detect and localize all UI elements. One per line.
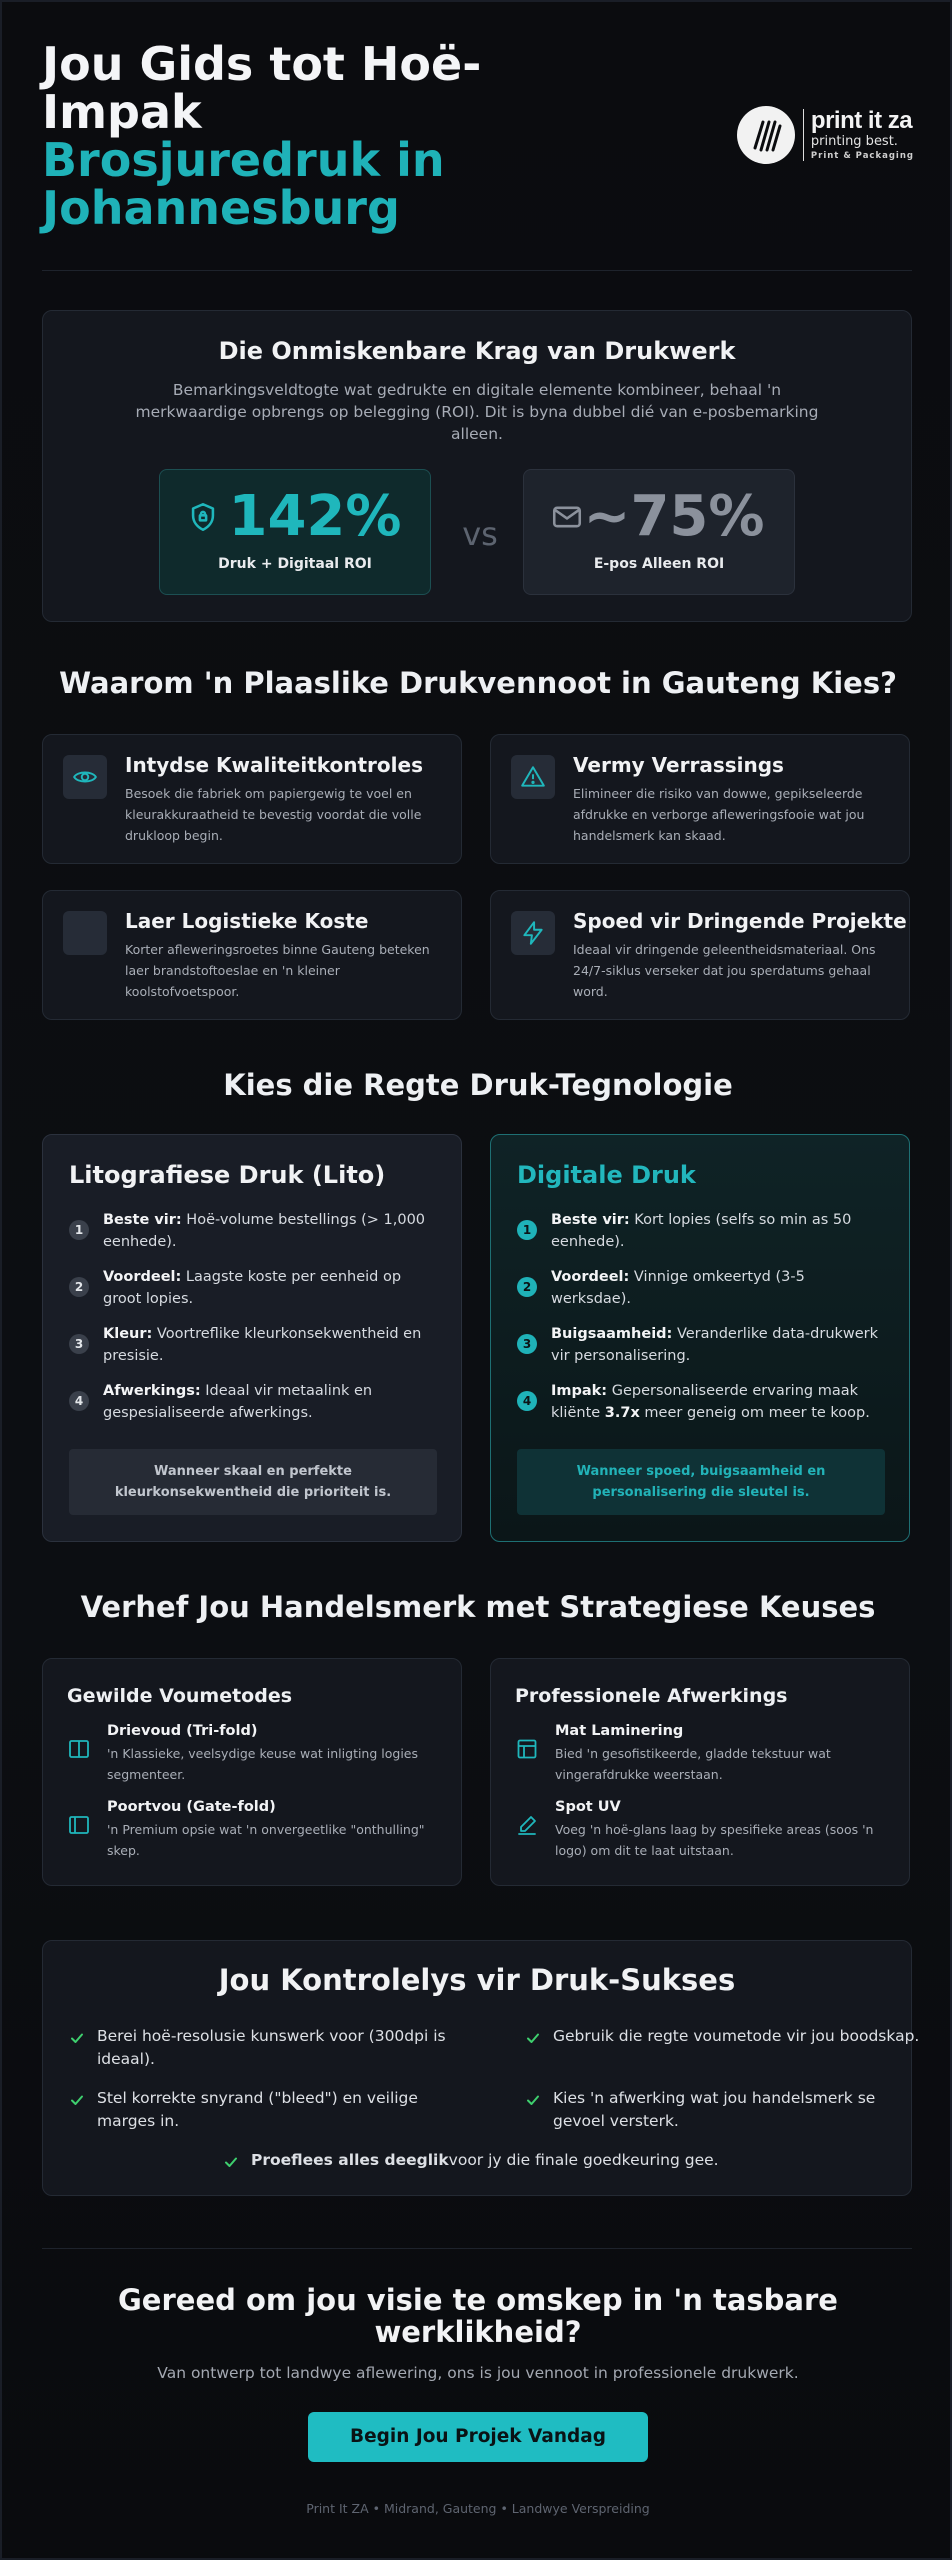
checklist-item	[223, 2149, 743, 2172]
warning-icon	[511, 755, 555, 799]
tech-card-digital	[490, 1134, 910, 1542]
item-text: Laagste koste per eenheid op groot lopies.	[103, 1269, 402, 1307]
checklist-text: Berei hoë-resolusie kunswerk voor (300dpi is ideaal).	[97, 2027, 446, 2068]
stat-email-value: ~75%	[583, 484, 765, 549]
check-icon	[69, 2092, 85, 2108]
list-item	[517, 1380, 887, 1437]
item-text: Gepersonaliseerde ervaring maak kliënte	[551, 1383, 859, 1421]
checklist-item	[69, 2087, 469, 2133]
stat-print-digital	[159, 469, 431, 595]
title-line-1: Jou Gids tot Hoë-Impak	[42, 37, 482, 139]
stat-print-digital-label: Druk + Digitaal ROI	[218, 556, 372, 572]
item-text: meer geneig om meer te koop.	[639, 1405, 870, 1421]
brand-logo[interactable]	[737, 106, 914, 164]
folds-title: Gewilde Voumetodes	[67, 1685, 293, 1707]
list-item	[69, 1323, 439, 1380]
checklist-item	[69, 2025, 469, 2071]
logo-mark-icon	[737, 106, 795, 164]
number-badge: 3	[517, 1334, 537, 1354]
item-highlight: 3.7x	[604, 1405, 640, 1421]
checklist-card	[42, 1940, 920, 2196]
check-icon	[525, 2092, 541, 2108]
item-label: Impak:	[551, 1383, 608, 1399]
logo-tagline: printing best.	[810, 134, 898, 149]
item-label: Voordeel:	[103, 1269, 182, 1285]
number-badge: 1	[517, 1220, 537, 1240]
checklist-text: Gebruik die regte voumetode vir jou boodskap.	[553, 2027, 920, 2045]
why-card-title: Intydse Kwaliteitkontroles	[125, 753, 423, 777]
list-item	[69, 1266, 439, 1323]
list-item	[517, 1266, 887, 1323]
tech-digital-title: Digitale Druk	[517, 1161, 696, 1189]
gatefold-icon	[67, 1813, 91, 1837]
list-item	[517, 1209, 887, 1266]
brush-icon	[515, 1813, 539, 1837]
stat-print-digital-value: 142%	[228, 484, 402, 549]
finish-name: Spot UV	[555, 1799, 621, 1815]
item-text: Voortreflike kleurkonsekwentheid en presisie.	[103, 1326, 422, 1364]
checklist-text: voor jy die finale goedkeuring gee.	[448, 2151, 719, 2169]
tech-digital-list	[517, 1209, 887, 1437]
trifold-icon	[67, 1737, 91, 1761]
finish-desc: Voeg 'n hoë-glans laag by spesifieke areas (soos 'n logo) om dit te laat uitstaan.	[555, 1822, 874, 1858]
checklist-bold: Proeflees alles deeglik	[251, 2151, 449, 2169]
item-label: Beste vir:	[551, 1212, 630, 1228]
tech-litho-title: Litografiese Druk (Lito)	[69, 1161, 386, 1189]
vs-label: vs	[462, 515, 498, 553]
tech-litho-list	[69, 1209, 439, 1437]
number-badge: 1	[69, 1220, 89, 1240]
fold-name: Drievoud (Tri-fold)	[107, 1723, 258, 1739]
logo-subtitle: Print & Packaging	[810, 151, 914, 161]
folds-card	[42, 1658, 462, 1886]
list-item	[517, 1323, 887, 1380]
eye-icon	[63, 755, 107, 799]
finishes-title: Professionele Afwerkings	[515, 1685, 788, 1707]
item-label: Kleur:	[103, 1326, 153, 1342]
why-title: Waarom 'n Plaaslike Drukvennoot in Gauteng Kies?	[59, 666, 897, 700]
number-badge: 2	[69, 1277, 89, 1297]
item-label: Beste vir:	[103, 1212, 182, 1228]
item-text: Ideaal vir metaalink en gespesialiseerde afwerkings.	[103, 1383, 373, 1421]
layout-icon	[515, 1737, 539, 1761]
strategic-title: Verhef Jou Handelsmerk met Strategiese Keuses	[80, 1590, 876, 1624]
number-badge: 4	[69, 1391, 89, 1411]
fold-name: Poortvou (Gate-fold)	[107, 1799, 276, 1815]
checklist-text: Stel korrekte snyrand ("bleed") en veilige marges in.	[97, 2089, 418, 2130]
why-card-logistics	[42, 890, 462, 1020]
cta-title: Gereed om jou visie te omskep in 'n tasbare werklikheid?	[118, 2283, 838, 2349]
why-card-desc: Elimineer die risiko van dowwe, gepikseleerde afdrukke en verborge afleweringsfooie wat jou handelsmerk kan skaad.	[573, 786, 865, 843]
number-badge: 4	[517, 1391, 537, 1411]
page-title	[42, 37, 542, 235]
item-text: Kort lopies (selfs so min as 50 eenhede).	[551, 1212, 852, 1250]
item-label: Voordeel:	[551, 1269, 630, 1285]
checklist-title: Jou Kontrolelys vir Druk-Sukses	[218, 1963, 736, 1997]
list-item	[69, 1209, 439, 1266]
item-label: Buigsaamheid:	[551, 1326, 673, 1342]
truck-icon	[63, 911, 107, 955]
fold-desc: 'n Premium opsie wat 'n onvergeetlike "onthulling" skep.	[107, 1822, 425, 1858]
cta-subtitle: Van ontwerp tot landwye aflewering, ons is jou vennoot in professionele drukwerk.	[157, 2364, 799, 2382]
item-label: Afwerkings:	[103, 1383, 201, 1399]
roi-card	[42, 310, 912, 622]
number-badge: 2	[517, 1277, 537, 1297]
start-project-button[interactable]: Begin Jou Projek Vandag	[308, 2412, 648, 2462]
stat-email-label: E-pos Alleen ROI	[593, 556, 725, 572]
finish-name: Mat Laminering	[555, 1723, 684, 1739]
stat-email	[523, 469, 795, 595]
finish-desc: Bied 'n gesofistikeerde, gladde tekstuur wat vingerafdrukke weerstaan.	[555, 1746, 831, 1782]
roi-title: Die Onmiskenbare Krag van Drukwerk	[218, 337, 736, 365]
check-icon	[69, 2030, 85, 2046]
fold-desc: 'n Klassieke, veelsydige keuse wat inligting logies segmenteer.	[107, 1746, 418, 1782]
why-card-desc: Besoek die fabriek om papiergewig te voel en kleurakkuraatheid te bevestig voordat die volle drukloop begin.	[125, 786, 422, 843]
tech-title: Kies die Regte Druk-Tegnologie	[223, 1068, 733, 1102]
why-card-desc: Korter afleweringsroetes binne Gauteng beteken laer brandstoftoeslae en 'n kleiner koolstofvoetspoor.	[125, 942, 430, 999]
title-line-2: Brosjuredruk in Johannesburg	[42, 133, 445, 235]
footer: Print It ZA • Midrand, Gauteng • Landwye Verspreiding	[306, 2501, 650, 2516]
finishes-card	[490, 1658, 910, 1886]
checklist-item	[525, 2087, 925, 2133]
divider	[42, 2248, 912, 2249]
tech-card-litho	[42, 1134, 462, 1542]
why-card-title: Vermy Verrassings	[573, 753, 784, 777]
tech-litho-note: Wanneer skaal en perfekte kleurkonsekwentheid die prioriteit is.	[69, 1449, 437, 1515]
checklist-text: Kies 'n afwerking wat jou handelsmerk se gevoel versterk.	[553, 2089, 876, 2130]
tech-digital-note: Wanneer spoed, buigsaamheid en personalisering die sleutel is.	[517, 1449, 885, 1515]
why-card-quality	[42, 734, 462, 864]
check-icon	[525, 2030, 541, 2046]
list-item	[69, 1380, 439, 1437]
checklist-item	[525, 2025, 925, 2048]
logo-text	[803, 109, 914, 161]
lightning-icon	[511, 911, 555, 955]
why-card-title: Spoed vir Dringende Projekte	[573, 909, 907, 933]
number-badge: 3	[69, 1334, 89, 1354]
check-icon	[223, 2154, 239, 2170]
why-card-desc: Ideaal vir dringende geleentheidsmateriaal. Ons 24/7-siklus verseker dat jou sperdatums gehaal word.	[573, 942, 876, 999]
item-text: Veranderlike data-drukwerk vir personalisering.	[551, 1326, 879, 1364]
why-card-speed	[490, 890, 910, 1020]
divider	[42, 270, 912, 271]
roi-description: Bemarkingsveldtogte wat gedrukte en digitale elemente kombineer, behaal 'n merkwaardige opbrengs op belegging (ROI). Dit is byna dubbel dié van e-posbemarking alleen.	[135, 381, 819, 443]
item-text: Hoë-volume bestellings (> 1,000 eenhede).	[103, 1212, 426, 1250]
logo-name: print it za	[810, 107, 913, 134]
item-text: Vinnige omkeertyd (3-5 werksdae).	[551, 1269, 805, 1307]
header	[42, 37, 914, 240]
why-card-surprises	[490, 734, 910, 864]
why-card-title: Laer Logistieke Koste	[125, 909, 369, 933]
